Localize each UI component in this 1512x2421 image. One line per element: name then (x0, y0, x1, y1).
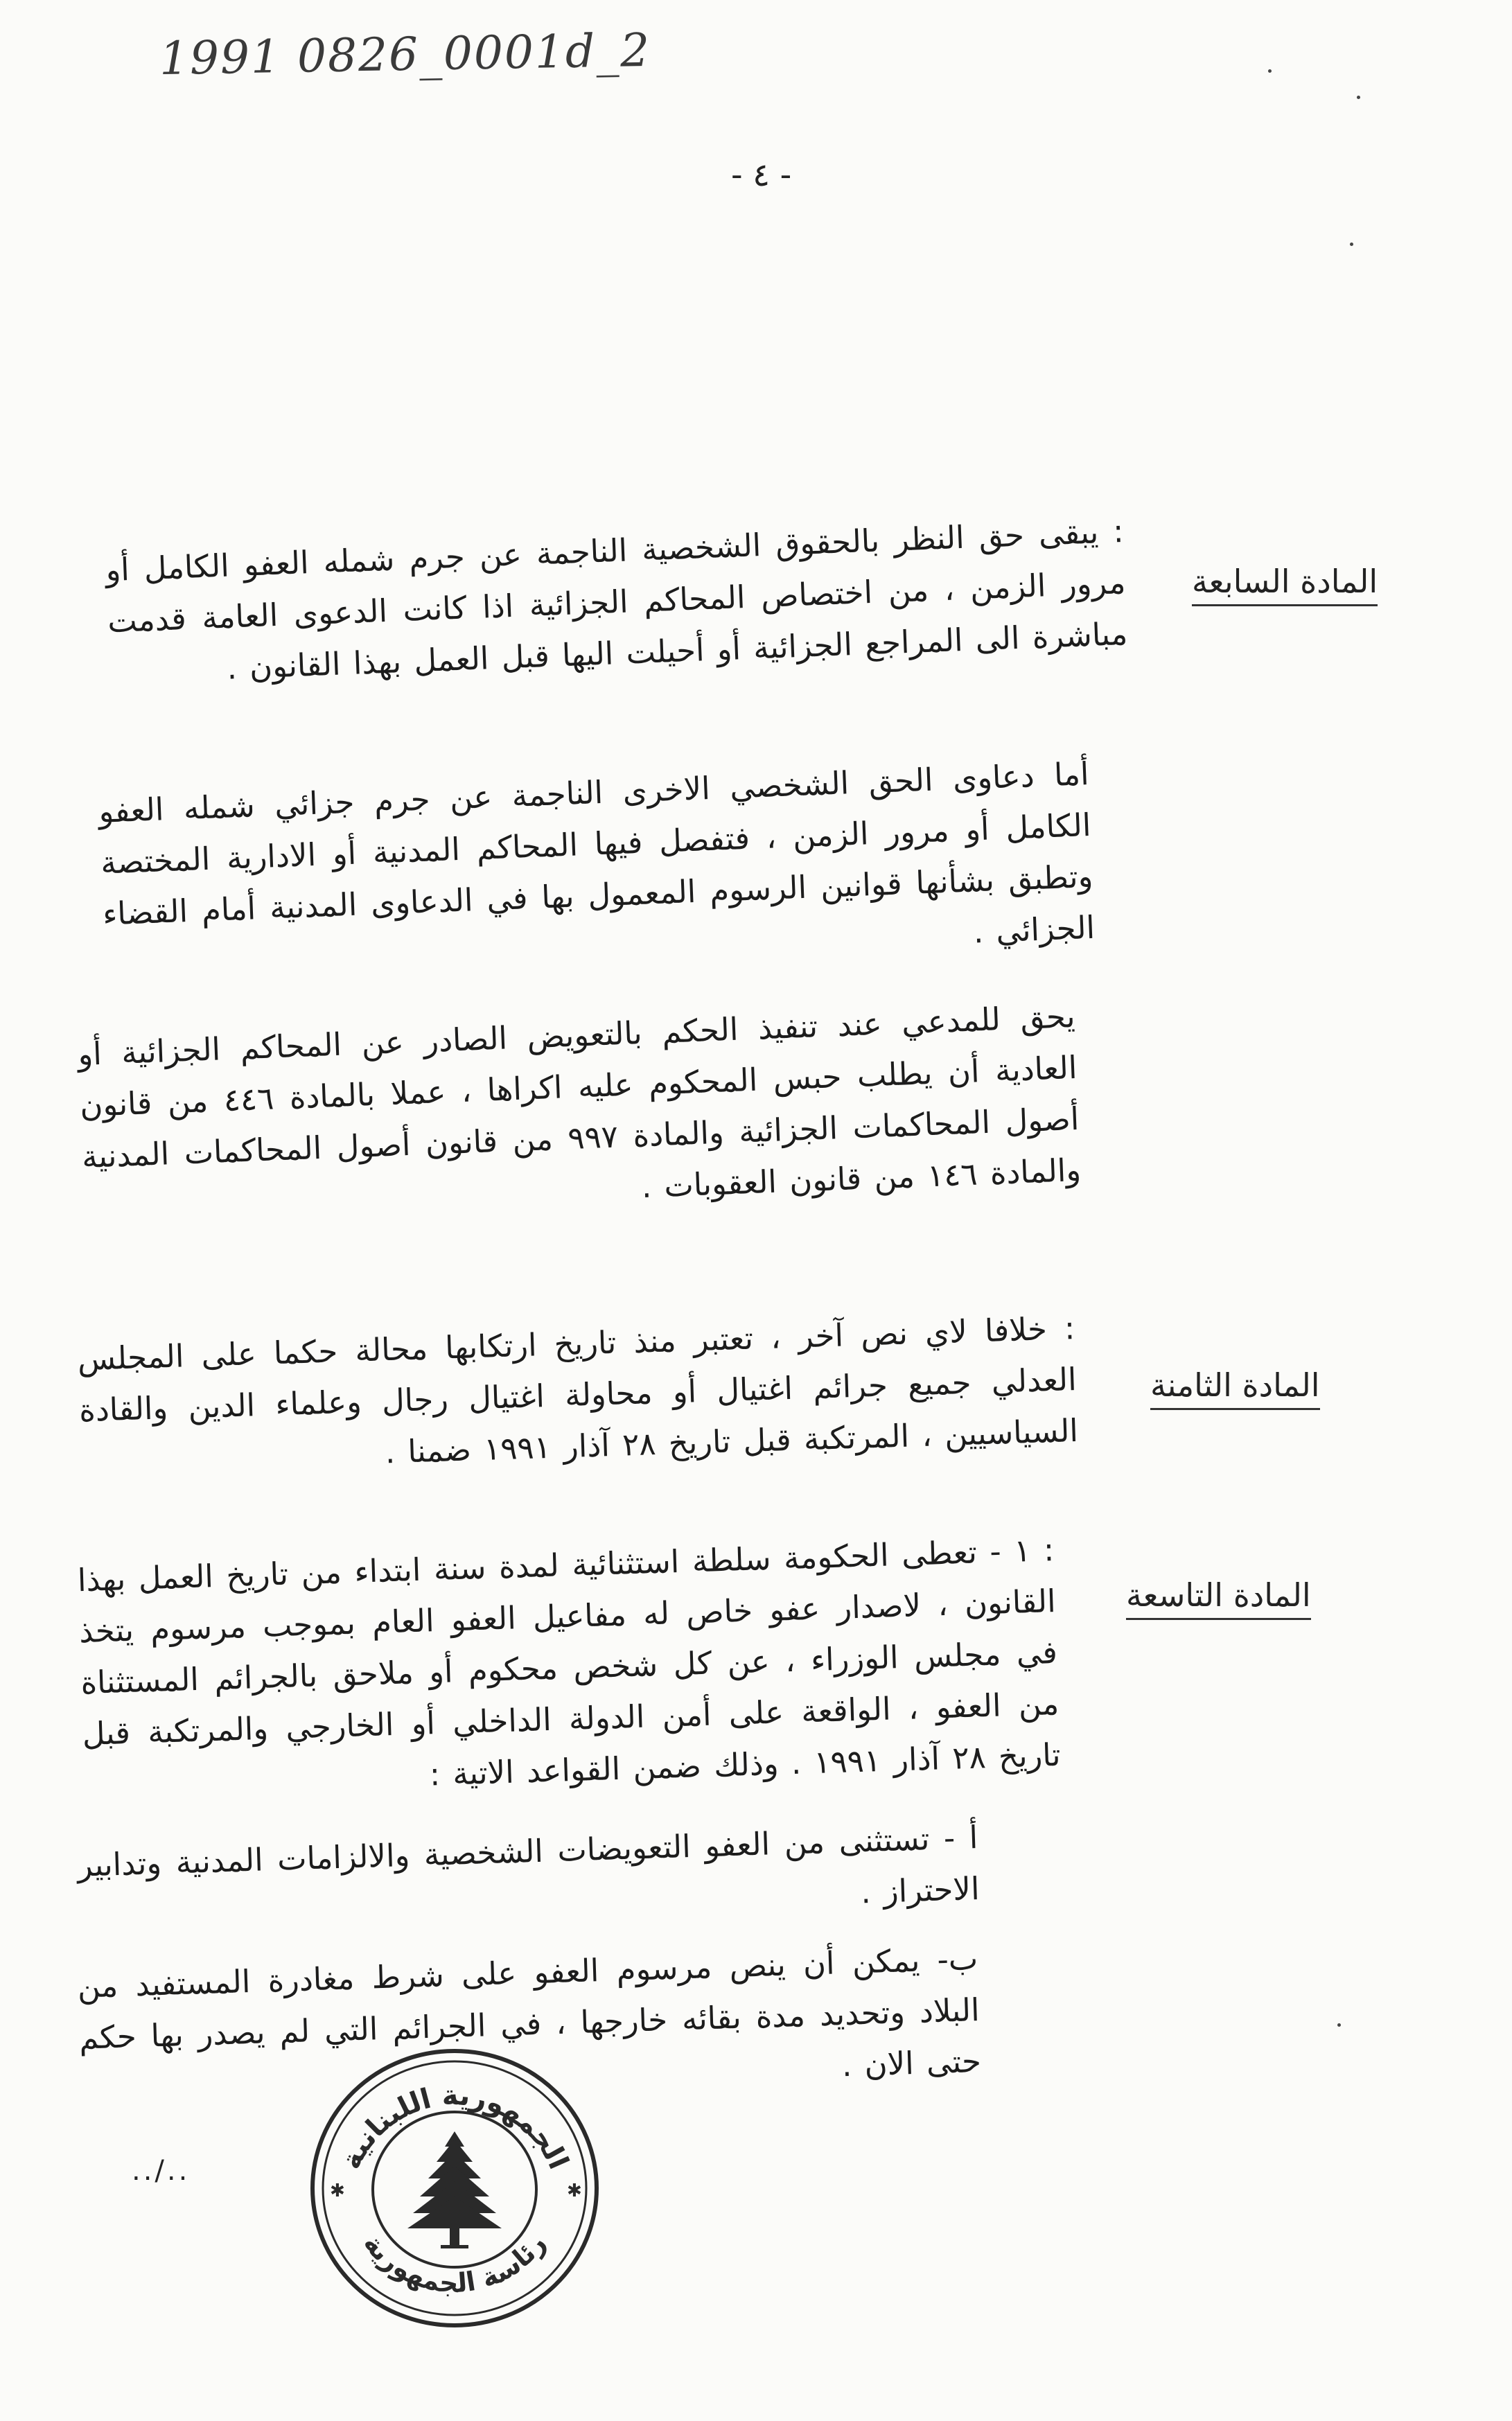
svg-text:✱: ✱ (567, 2181, 582, 2201)
scan-speck (1337, 2023, 1341, 2027)
article-7-paragraph-2: أما دعاوى الحق الشخصي الاخرى الناجمة عن جرم جزائي شمله العفو الكامل أو مرور الزمن ، فتفصل فيها المحاكم المدنية أو الادارية المختصة وتطبق بشأنها قوانين الرسوم المعمول بها في الدعاوى المدنية أمام القضاء الجزائي . (98, 755, 1096, 951)
article-7-paragraph-1: : يبقى حق النظر بالحقوق الشخصية الناجمة عن جرم شمله العفو الكامل أو مرور الزمن ، من اختصاص المحاكم الجزائية اذا كانت الدعوى العامة قدمت مباشرة الى المراجع الجزائية أو أحيلت اليها قبل العمل بهذا القانون . (105, 512, 1129, 687)
seal-text-bottom: رئاسة الجمهورية (358, 2228, 552, 2299)
article-7-label: المادة السابعة (1192, 563, 1378, 606)
seal-text-top: الجمهورية اللبنانية (335, 2079, 575, 2174)
article-8-label: المادة الثامنة (1150, 1366, 1320, 1410)
official-seal-stamp (304, 2043, 606, 2334)
svg-text:✱: ✱ (330, 2181, 345, 2201)
scan-speck (1268, 69, 1272, 73)
article-9-paragraph-1: : ١ - تعطى الحكومة سلطة استثنائية لمدة سنة ابتداء من تاريخ العمل بهذا القانون ، لاصدار عفو خاص له مفاعيل العفو العام بموجب مرسوم يتخذ في مجلس الوزراء ، عن كل شخص محكوم أو ملاحق بالجرائم المستثناة من العفو ، الواقعة على أمن الدولة الداخلي أو الخارجي والمرتكبة قبل تاريخ ٢٨ آذار ١٩٩١ . وذلك ضمن القواعد الاتية : (77, 1531, 1062, 1793)
article-9-item-b: ب- يمكن أن ينص مرسوم العفو على شرط مغادرة المستفيد من البلاد وتحديد مدة بقائه خارجها ، في الجرائم التي لم يصدر بها حكم حتى الان . (76, 1939, 982, 2084)
archive-reference-code: 1991 0826_0001d_2 (159, 23, 651, 86)
scan-speck (1350, 243, 1353, 246)
article-7-paragraph-3: يحق للمدعي عند تنفيذ الحكم بالتعويض الصادر عن المحاكم الجزائية أو العادية أن يطلب حبس المحكوم عليه اكراها ، عملا بالمادة ٤٤٦ من قانون أصول المحاكمات الجزائية والمادة ٩٩٧ من قانون أصول المحاكمات المدنية والمادة ١٤٦ من قانون العقوبات . (77, 997, 1082, 1206)
cedar-tree-emblem (407, 2131, 502, 2248)
article-9-item-a: أ - تستثنى من العفو التعويضات الشخصية والالزامات المدنية وتدابير الاحتراز . (76, 1818, 981, 1911)
scan-speck (1357, 96, 1360, 99)
continued-mark: ../.. (132, 2155, 191, 2187)
article-8-paragraph-1: : خلافا لاي نص آخر ، تعتبر منذ تاريخ ارتكابها محالة حكما على المجلس العدلي جميع جرائم اغتيال أو محاولة اغتيال رجال وعلماء الدين والقادة السياسيين ، المرتكبة قبل تاريخ ٢٨ آذار ١٩٩١ ضمنا . (77, 1309, 1079, 1471)
article-9-label: المادة التاسعة (1126, 1576, 1311, 1620)
page-number: - ٤ - (731, 156, 792, 193)
